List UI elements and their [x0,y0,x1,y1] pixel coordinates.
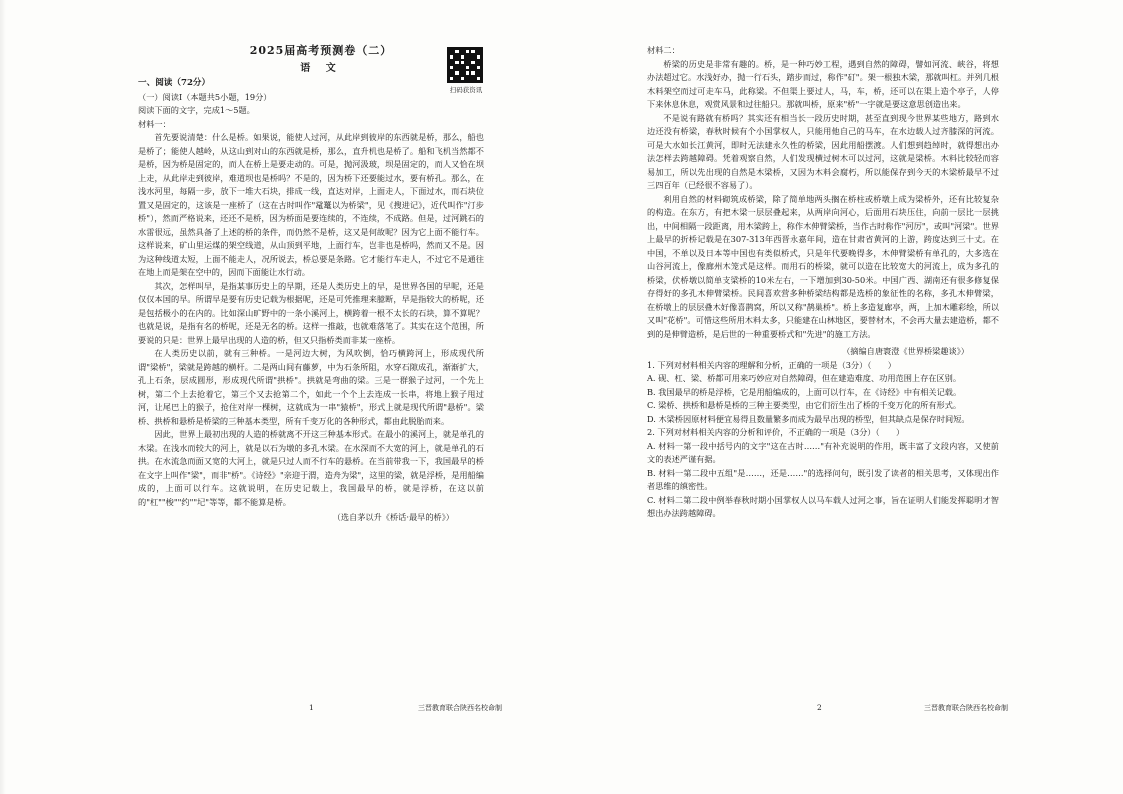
scan-shadow [0,0,6,794]
source-citation: （摘编自唐寰澄《世界桥梁趣谈》） [842,346,969,356]
page-1 [0,0,561,794]
page-2 [561,0,1123,794]
option-b: B. 材料一第二段中五组"是……，还是……"的选择问句，既引发了读者的相关思考，又体现出作者思维的缜密性。 [647,467,999,491]
material-one-label: 材料一： [138,118,171,129]
qr-code-icon[interactable] [447,47,483,83]
paragraph: 不是说有路就有桥吗？其实还有相当长一段历史时期，甚至直到现今世界某些地方，路到水边还没有桥梁，春秋时候有个小国掌权人，只能用他自己的马车，在水边载人过齐膝深的河流。可是大水如长江黄河，即时无法建永久性的桥梁，因此用船摆渡。人们想到趋绰时，就得想出办法怎样去跨越障碍。凭着观察自然，人们发现横过树木可以过河，这就是梁桥。木料比较轻而容易加工，所以先出现的自然是木梁桥，又因为木料会腐朽，所以能保存到今天的木梁桥最早不过三四百年（已经很不容易了）。 [647,112,999,190]
page-number: 1 [309,703,314,712]
paragraph: 首先要说清楚：什么是桥。如果说，能使人过河，从此岸到彼岸的东西就是桥，那么，船也是桥了；能使人越岭，从这山到对山的东西就是桥，那么，直升机也是桥了。船和飞机当然都不是桥，因为桥是固定的，而人在桥上是要走动的。可是，抛河汲玻，坝是固定的，而人又恰在坝上走，从此岸走到彼岸，难道坝也是桥吗？不是的，因为桥下还要能过水，要有桥孔。那么，在浅水河里，每隔一步，放下一堆大石块，排成一线，直达对岸，上面走人，下面过水，而石块位置又是固定的，这该是一座桥了（这在古时叫作"鼋鼍以为桥梁"，见《搜进记》，近代叫作"汀步桥"），然而严格说来，还还不是桥，因为桥面是要连续的，不连续，不成路。但是，过河跳石的水雷很远，虽然具备了上述的桥的条件，而仍然不是桥，这又是何故呢？因为它上面不能行车。这样说来，矿山里运煤的架空线道，从山顶到平地，上面行车，岂非也是桥吗，然而又不是。因为这种线道太短，上面不能走人，况所说去，桥总要是条路。它才能行车走人，不过它不是通往在地上而是架在空中的，因而下面能让水行动。 [138,132,484,277]
material-two-label: 材料二： [647,45,680,55]
subject-title: 语 文 [300,62,342,74]
page-footer: 三晋教育联合陕西名校命制 [924,704,1008,712]
exam-title: 2025届高考预测卷（二） [249,44,393,57]
qr-caption: 扫码获资讯 [449,86,483,94]
option-c: C. 材料二第二段中例举春秋时期小国掌权人以马车载人过河之事，旨在证明人们能发挥聪明才智想出办法跨越障碍。 [647,494,999,518]
paragraph: 在人类历史以前，就有三种桥。一是河边大树，为风吹倒，恰巧横跨河上，形成现代所谓"梁桥"，梁就是跨越的横杆。二是两山间有藤萝，中为石条所阻，水穿石隙成孔，渐渐扩大，孔上石条，层成圆形，形成现代所谓"拱桥"。拱就是弯曲的梁。三是一群猴子过河，一个先上树，第二个上去抢着它，第三个又去抢第二个，如此一个个上去连成一长串，将地上猴子甩过河，让尾巴上的猴子，抢住对岸一棵树，这就成为一串"猿桥"，形式上就是现代所谓"悬桥"。梁桥、拱桥和悬桥是桥梁的三种基本类型，所有千变万化的各种形式，都由此脱胎而来。 [138,348,484,426]
question-stem: 2. 下列对材料相关内容的分析和评价，不正确的一项是（3分）（ ） [647,427,905,437]
instruction-text: 阅读下面的文字，完成1～5题。 [138,105,255,115]
question-2 [647,426,999,521]
paragraph: 因此，世界上最初出现的人造的桥就离不开这三种基本形式。在最小的溪河上，就是单孔的木梁。在浅水而较大的河上，就是以石为墩的多孔木梁。在水深而不大宽的河上，就是单孔的石拱。在水流急而面又宽的大河上，就是只过人而不行车的悬桥。在当前带我一下，我国最早的桥在文字上叫作"梁"，而非"桥"。《诗经》"亲迎于渭，造舟为梁"，这里的梁，就是浮桥，是用船编成的，上面可以行车。这就说明，在历史记载上，我国最早的桥，就是浮桥，在这以前的"杠""梭""约""圮"等等，都不能算是桥。 [138,429,484,507]
option-b: B. 我国最早的桥是浮桥，它是用船编成的，上面可以行车，在《诗经》中有相关记载。 [647,386,962,397]
section-heading: 一、阅读（72分） [138,78,211,88]
paragraph: 其次，怎样叫早，是指某事历史上的早期，还是人类历史上的早，是世界各国的早呢，还是仅仅本国的早。所谓早是要有历史记载为根据呢，还是可凭推理来臆断，早是指较大的桥呢，还是包括极小的在内的。比如深山旷野中的一条小溪河上，横跨着一根不太长的石块，算不算呢？也就是说，是指有名的桥呢，还是无名的桥。这样一推敲，也就难落笔了。其实在这个范围，所要说的只是：世界上最早出现的人造的桥，但又只指桥类而非某一座桥。 [138,280,484,345]
source-citation: （选自茅以升《桥话·最早的桥》） [332,512,454,522]
question-1 [647,359,999,427]
question-stem: 1. 下列对材料相关内容的理解和分析，正确的一项是（3分）（ ） [647,359,896,370]
paragraph: 桥梁的历史是非常有趣的。桥，是一种巧妙工程，遇到自然的障碍，譬如河流、峡谷，将想办法超过它。水浅好办，抛一行石头，踏步而过，称作"矴"。架一根独木梁，那就叫杠。并列几根木料架空而过可走车马，此称梁。不但渠上要过人，马，车，桥，还可以在渠上造个亭子，人停下来休息休息，观赏风景和过往船只。那就叫桥，原来"桥"一字就是要这意思创造出来。 [647,58,999,109]
option-d: D. 木梁桥因原材料便宜易得且数量繁多而成为最早出现的桥型，但其缺点是保存时间短。 [647,413,970,424]
page-1-content [138,44,484,525]
subsection-heading: （一）阅读Ⅰ（本题共5小题，19分） [138,91,272,102]
option-a: A. 砚、杠、梁、桥都可用来巧妙应对自然障碍，但在建造难度、功用范围上存在区别。 [647,373,962,383]
page-footer: 三晋教育联合陕西名校命制 [418,704,502,712]
page-2-content [647,44,999,521]
paragraph: 利用自然的材料砌筑成桥梁，除了简单地两头搁在桥柱或桥墩上成为梁桥外，还有比较复杂的构造。在东方，有把木梁一层层叠起来，从两岸向河心，后面用石块压住，向前一层比一层挑出，中间相隔一段距离，用木梁跨上，称作木伸臂梁桥，当作古时称作"河厉"，或叫"河梁"。世界上最早的折桥记载是在307-313年西晋永嘉年间，造在甘肃省黄河的上游，跨度达到三十丈。在中国，不单以及日本等中国也有类似桥式，只是年代要晚得多，木伸臂梁桥有单孔的，大多选在山谷河流上，像廊州木笼式是这样。而用石的桥梁，就可以造在比较宽大的河流上，成为多孔的桥梁，伏桥墩以简单支梁桥的10米左右，一下增加到30-50米。中国广西、湖南还有很多修复保存得好的多孔木伸臂梁桥。民间喜欢营多种桥梁结构都是选桥的象征性的名称，多孔木伸臂梁，在桥墩上的层层叠木好像喜鹊窝，所以又称"鹊巢桥"。桥上多造复廊亭，两，上加木雕彩绘，所以又叫"花桥"。可惜这些所用木料太多，只能建在山林地区，要替材木，不会再大量去建造桥，都不到的是伸臂造桥，是后世的一种重要桥式和"先进"的施工方法。 [647,193,999,339]
page-number: 2 [817,703,822,712]
option-c: C. 梁桥、拱桥和悬桥是桥的三种主要类型，由它们衍生出了桥的千变万化的所有形式。 [647,400,962,410]
option-a: A. 材料一第一段中括号内的文字"这在古时……"有补充说明的作用，既丰富了文段内容，又使前文的表述严谨有据。 [647,440,999,464]
